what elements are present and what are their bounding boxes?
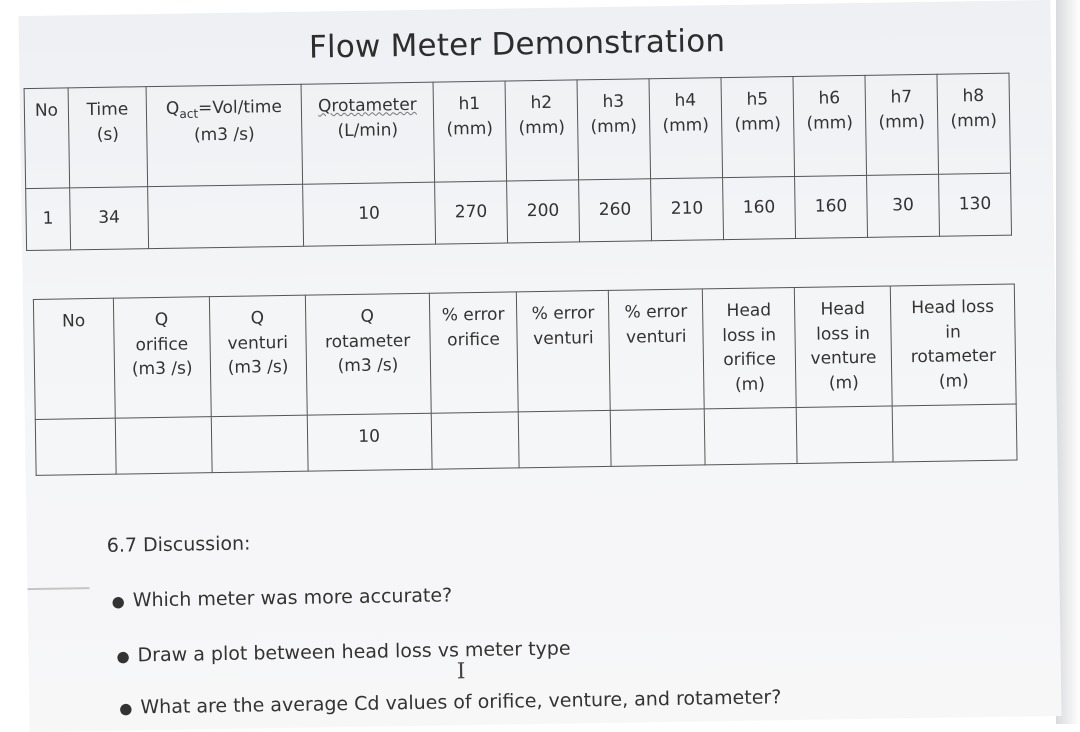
cell-q-rotameter: 10 [307, 413, 432, 471]
bullet-icon: ● [111, 592, 125, 611]
h2-unit: (mm) [518, 117, 566, 138]
header-h7 [865, 74, 939, 175]
h6-label: h6 [818, 88, 841, 109]
q-venturi-label: venturi [227, 332, 289, 354]
headloss-rotameter-l2: in [945, 322, 961, 343]
header-q-orifice [113, 297, 211, 418]
discussion-bullet-2 [116, 638, 570, 667]
table-header-row [33, 284, 1016, 419]
header-q-venturi [209, 295, 307, 416]
header-qact-label [150, 95, 298, 124]
cell-h6: 160 [795, 175, 868, 238]
header-headloss-venture [794, 286, 892, 407]
discussion-heading: 6.7 Discussion: [106, 532, 251, 557]
cell-h7: 30 [867, 174, 940, 237]
headloss-venture-l1: Head [820, 298, 866, 320]
header-qrotameter [301, 82, 435, 184]
results-table [33, 284, 1018, 476]
bullet-text: What are the average Cd values of orifice, venture, and rotameter? [140, 686, 782, 719]
headloss-venture-unit: (m) [828, 372, 859, 394]
h3-unit: (mm) [590, 116, 638, 137]
header-time [68, 87, 148, 188]
h1-unit: (mm) [446, 118, 494, 140]
q-orifice-unit: (m3 /s) [131, 358, 193, 380]
margin-mark [27, 587, 89, 590]
cell-no: 1 [26, 188, 71, 251]
h2-label: h2 [530, 92, 553, 114]
measurement-table [24, 73, 1012, 251]
bullet-text: Draw a plot between head loss vs meter type [137, 637, 571, 667]
headloss-venture-l2: loss in [816, 323, 871, 345]
h7-label: h7 [890, 87, 913, 108]
document-page [18, 0, 1061, 732]
headloss-rotameter-l3: rotameter [910, 346, 997, 368]
error-orifice-label: % error [441, 304, 505, 326]
h8-label: h8 [962, 85, 985, 107]
q-venturi-symbol: Q [250, 308, 265, 329]
h4-label: h4 [674, 90, 697, 111]
text-cursor-icon: I [456, 659, 466, 685]
header-headloss-rotameter [890, 284, 1016, 406]
header-no: No [24, 88, 70, 189]
h7-unit: (mm) [878, 111, 926, 133]
headloss-rotameter-unit: (m) [938, 371, 969, 392]
discussion-bullet-1 [111, 584, 452, 611]
cell-h2: 200 [507, 180, 580, 243]
header-h8 [937, 73, 1011, 174]
h1-label: h1 [458, 93, 481, 115]
bullet-text: Which meter was more accurate? [132, 584, 453, 612]
cell-headloss-rotameter [892, 404, 1017, 462]
page-title: Flow Meter Demonstration [308, 23, 726, 66]
header-headloss-orifice [703, 287, 797, 408]
header-h3 [577, 79, 651, 180]
cell-q-venturi [211, 415, 308, 472]
cell-qact [148, 184, 304, 248]
h4-unit: (mm) [662, 114, 710, 136]
qact-subscript: act [179, 106, 199, 122]
header-error-orifice [429, 292, 519, 413]
cell-q-orifice [115, 417, 212, 474]
q-rotameter-symbol: Q [360, 306, 375, 327]
cell-h8: 130 [939, 173, 1012, 236]
qact-symbol: Q [165, 98, 180, 119]
h5-unit: (mm) [734, 113, 782, 135]
header-qact-unit: (m3 /s) [193, 124, 255, 146]
cell-h4: 210 [651, 178, 724, 241]
cell-h1: 270 [435, 181, 508, 244]
cell-no [35, 418, 116, 475]
qact-formula: =Vol/time [197, 97, 282, 119]
error-venturi-2-label: % error [624, 301, 688, 323]
cell-headloss-orifice [704, 407, 797, 464]
cell-error-venturi [519, 410, 612, 467]
h5-label: h5 [746, 89, 769, 110]
q-orifice-label: orifice [135, 334, 189, 355]
cell-error-orifice [431, 412, 520, 469]
q-orifice-symbol: Q [154, 309, 169, 331]
header-h4 [649, 78, 723, 179]
header-h6 [793, 75, 867, 176]
error-venturi-meter: venturi [533, 327, 594, 349]
cell-headloss-venture [796, 406, 893, 463]
header-no: No [33, 298, 115, 419]
header-h5 [721, 76, 795, 177]
h6-unit: (mm) [806, 112, 854, 134]
header-qrotameter-unit: (L/min) [337, 119, 399, 141]
header-time-unit: (s) [96, 124, 120, 145]
headloss-orifice-l3: orifice [723, 349, 777, 371]
error-venturi-label: % error [531, 303, 595, 325]
bullet-icon: ● [116, 647, 130, 666]
header-qact [146, 84, 303, 186]
header-time-label: Time [86, 99, 129, 121]
header-error-venturi-2 [609, 289, 705, 410]
q-rotameter-label: rotameter [324, 330, 411, 353]
cell-qrotameter: 10 [303, 182, 436, 246]
q-rotameter-unit: (m3 /s) [337, 355, 399, 377]
cell-time: 34 [70, 187, 149, 250]
header-h1 [433, 81, 507, 182]
cell-h3: 260 [579, 179, 652, 242]
bullet-icon: ● [119, 699, 133, 718]
cell-h5: 160 [723, 176, 796, 239]
error-venturi-2-meter: venturi [625, 326, 687, 348]
header-error-venturi [517, 290, 611, 411]
cell-error-venturi-2 [611, 409, 706, 466]
error-orifice-meter: orifice [447, 329, 500, 351]
h3-label: h3 [602, 91, 625, 112]
q-venturi-unit: (m3 /s) [227, 357, 289, 379]
headloss-rotameter-l1: Head loss [911, 296, 995, 319]
headloss-orifice-l2: loss in [722, 324, 777, 346]
table-header-row [24, 73, 1010, 188]
header-h2 [505, 80, 579, 181]
discussion-bullet-3 [119, 686, 781, 718]
headloss-venture-l3: venture [810, 347, 877, 370]
headloss-orifice-l1: Head [726, 300, 772, 322]
h8-unit: (mm) [950, 110, 998, 132]
header-qrotameter-label: Qrotameter [317, 94, 417, 117]
header-q-rotameter [305, 293, 431, 415]
headloss-orifice-unit: (m) [734, 374, 766, 395]
